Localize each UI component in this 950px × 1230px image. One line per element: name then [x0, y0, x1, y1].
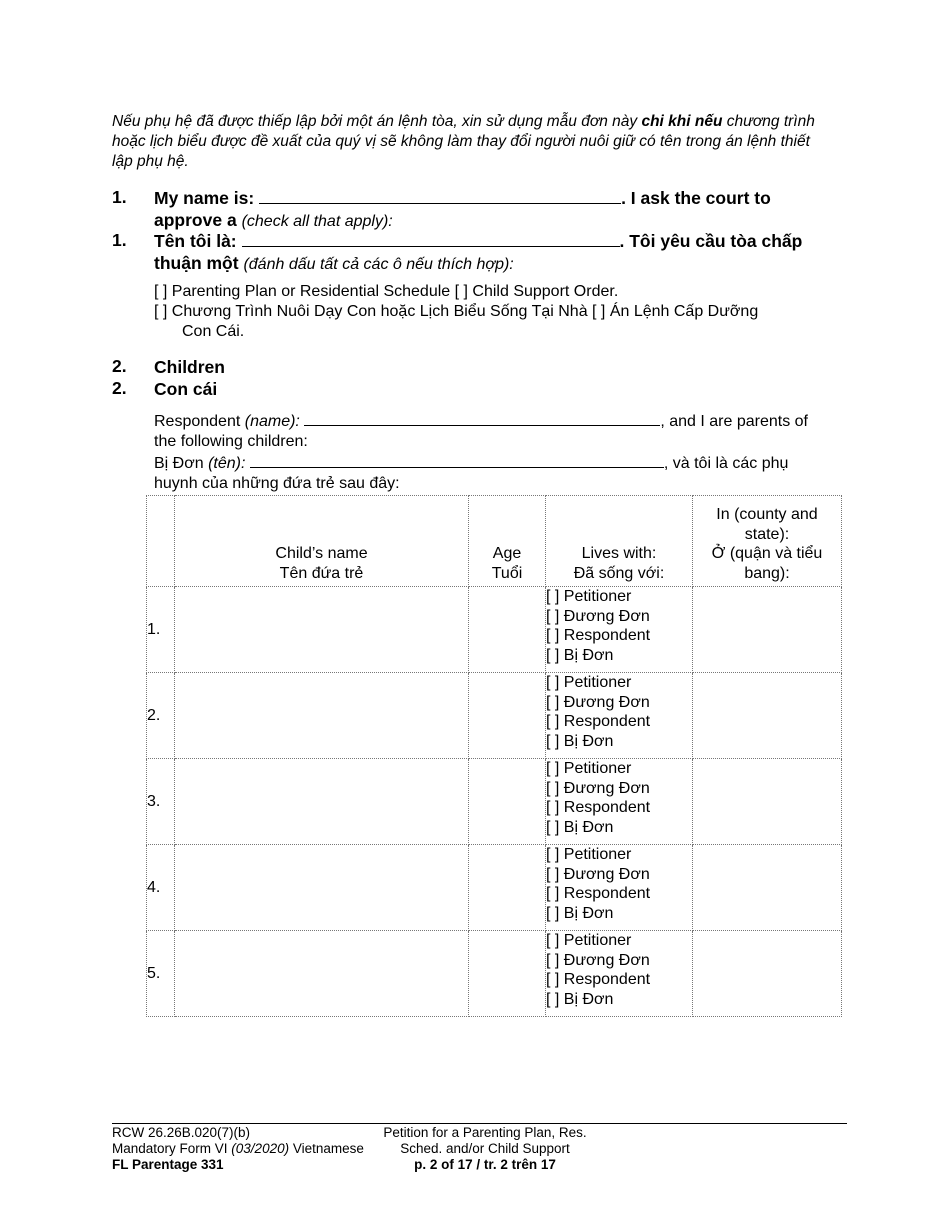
- footer-form-suffix: Vietnamese: [289, 1141, 364, 1156]
- footer-title-2: Sched. and/or Child Support: [400, 1141, 570, 1156]
- respondent-line2: the following children:: [154, 432, 308, 450]
- options-vi-text: [ ] Chương Trình Nuôi Dạy Con hoặc Lịch Biểu Sống Tại Nhà [ ] Án Lệnh Cấp Dưỡng: [154, 303, 759, 320]
- approve-label: approve a: [154, 210, 237, 230]
- respondent-checkbox[interactable]: [ ] Respondent: [546, 799, 651, 816]
- footer-form-id: FL Parentage 331: [112, 1157, 224, 1172]
- bi-don-line2: huynh của những đứa trẻ sau đây:: [154, 474, 400, 492]
- county-state-cell[interactable]: [693, 673, 842, 759]
- check-all-note: (check all that apply):: [241, 213, 393, 230]
- county-state-cell[interactable]: [693, 931, 842, 1017]
- child-name-cell[interactable]: [175, 673, 469, 759]
- danh-dau-note: (đánh dấu tất cả các ô nếu thích hợp):: [243, 256, 514, 273]
- duong-don-checkbox[interactable]: [ ] Đương Đơn: [546, 951, 650, 969]
- row-number: 3.: [147, 759, 175, 845]
- table-row: [147, 931, 842, 1017]
- section-1-english: [154, 187, 771, 233]
- header-county-2: state):: [744, 525, 790, 543]
- intro-text: Nếu phụ hệ đã được thiếp lập bởi một án lệnh tòa, xin sử dụng mẫu đơn này: [112, 113, 642, 130]
- lives-with-cell: [546, 931, 693, 1017]
- footer-left: [112, 1125, 364, 1173]
- respondent-label: Respondent: [154, 413, 241, 430]
- header-age-vi: Tuổi: [491, 564, 523, 582]
- county-state-cell[interactable]: [693, 587, 842, 673]
- respondent-checkbox[interactable]: [ ] Respondent: [546, 713, 651, 730]
- age-cell[interactable]: [469, 845, 546, 931]
- child-name-cell[interactable]: [175, 759, 469, 845]
- footer-center: [362, 1125, 608, 1173]
- bi-don-checkbox[interactable]: [ ] Bị Đơn: [546, 646, 614, 664]
- age-cell[interactable]: [469, 587, 546, 673]
- header-county: [693, 496, 842, 587]
- bi-don-checkbox[interactable]: [ ] Bị Đơn: [546, 818, 614, 836]
- children-heading: Children: [154, 357, 225, 377]
- petitioner-checkbox[interactable]: [ ] Petitioner: [546, 846, 632, 863]
- header-county-1: In (county and: [716, 506, 818, 523]
- child-name-cell[interactable]: [175, 587, 469, 673]
- petitioner-checkbox[interactable]: [ ] Petitioner: [546, 674, 632, 691]
- header-lives-en: Lives with:: [581, 545, 657, 562]
- respondent-checkbox[interactable]: [ ] Respondent: [546, 971, 651, 988]
- section-2-title: [154, 356, 225, 378]
- option-parenting-plan-en[interactable]: [154, 282, 618, 302]
- petitioner-checkbox[interactable]: [ ] Petitioner: [546, 760, 632, 777]
- header-age: [469, 496, 546, 587]
- header-county-4: bang):: [744, 564, 790, 582]
- bi-don-label: Bị Đơn: [154, 455, 204, 472]
- intro-text-end: chương trình hoặc lịch biểu được đề xuất của quý vị sẽ không làm thay đổi người nuôi giữ có tên trong án lệnh thiết lập phụ hệ.: [112, 113, 815, 170]
- row-number: 1.: [147, 587, 175, 673]
- intro-paragraph: [112, 112, 832, 172]
- header-lives-with: [546, 496, 693, 587]
- my-name-label: My name is:: [154, 188, 255, 208]
- child-name-cell[interactable]: [175, 845, 469, 931]
- row-number: 4.: [147, 845, 175, 931]
- section-2-title-vi: [154, 378, 217, 400]
- lives-with-cell: [546, 759, 693, 845]
- ten-toi-la-label: Tên tôi là:: [154, 231, 237, 251]
- footer-form-date: (03/2020): [231, 1141, 290, 1156]
- footer-rcw: RCW 26.26B.020(7)(b): [112, 1125, 251, 1140]
- bi-don-checkbox[interactable]: [ ] Bị Đơn: [546, 904, 614, 922]
- respondent-checkbox[interactable]: [ ] Respondent: [546, 627, 651, 644]
- lives-with-cell: [546, 673, 693, 759]
- thuan-mot-label: thuận một: [154, 253, 239, 273]
- age-cell[interactable]: [469, 931, 546, 1017]
- header-name-en: Child’s name: [275, 545, 368, 562]
- header-county-3: Ở (quận và tiểu: [711, 545, 823, 562]
- header-child-name: [175, 496, 469, 587]
- child-name-cell[interactable]: [175, 931, 469, 1017]
- county-state-cell[interactable]: [693, 759, 842, 845]
- table-row: [147, 845, 842, 931]
- options-vi-text-cont: Con Cái.: [182, 323, 245, 340]
- respondent-name-line[interactable]: [304, 409, 660, 426]
- table-row: [147, 587, 842, 673]
- yeu-cau-toa-text: . Tôi yêu cầu tòa chấp: [619, 231, 803, 251]
- duong-don-checkbox[interactable]: [ ] Đương Đơn: [546, 779, 650, 797]
- petitioner-checkbox[interactable]: [ ] Petitioner: [546, 588, 632, 605]
- con-cai-heading: Con cái: [154, 379, 218, 399]
- footer-page-number: p. 2 of 17 / tr. 2 trên 17: [414, 1157, 556, 1172]
- row-number: 2.: [147, 673, 175, 759]
- respondent-note: (name):: [244, 413, 300, 430]
- lives-with-cell: [546, 587, 693, 673]
- bi-don-checkbox[interactable]: [ ] Bị Đơn: [546, 990, 614, 1008]
- header-age-en: Age: [492, 545, 522, 562]
- respondent-paragraph: [154, 409, 808, 493]
- section-1-number-vi: 1.: [112, 230, 127, 250]
- children-table: [146, 495, 842, 1017]
- duong-don-checkbox[interactable]: [ ] Đương Đơn: [546, 607, 650, 625]
- duong-don-checkbox[interactable]: [ ] Đương Đơn: [546, 693, 650, 711]
- footer-form-prefix: Mandatory Form VI: [112, 1141, 232, 1156]
- table-row: [147, 673, 842, 759]
- section-2-number: 2.: [112, 356, 127, 376]
- table-header-row: [147, 496, 842, 587]
- name-input-line[interactable]: [259, 187, 621, 204]
- header-num: [147, 496, 175, 587]
- options-en-text: [ ] Parenting Plan or Residential Schedule [ ] Child Support Order.: [154, 283, 619, 300]
- header-lives-vi: Đã sống với:: [573, 564, 665, 582]
- age-cell[interactable]: [469, 673, 546, 759]
- section-1-vietnamese: [154, 230, 802, 276]
- lives-with-cell: [546, 845, 693, 931]
- section-2-number-vi: 2.: [112, 378, 127, 398]
- duong-don-checkbox[interactable]: [ ] Đương Đơn: [546, 865, 650, 883]
- petitioner-checkbox[interactable]: [ ] Petitioner: [546, 932, 632, 949]
- ask-court-text: . I ask the court to: [621, 188, 771, 208]
- section-1-number: 1.: [112, 187, 127, 207]
- footer-divider: [112, 1123, 847, 1124]
- option-parenting-plan-vi[interactable]: [154, 302, 758, 342]
- county-state-cell[interactable]: [693, 845, 842, 931]
- bi-don-after: , và tôi là các phụ: [663, 455, 789, 472]
- footer-title-1: Petition for a Parenting Plan, Res.: [383, 1125, 587, 1140]
- respondent-after: , and I are parents of: [660, 413, 808, 430]
- age-cell[interactable]: [469, 759, 546, 845]
- bi-don-name-line[interactable]: [250, 451, 664, 468]
- bi-don-checkbox[interactable]: [ ] Bị Đơn: [546, 732, 614, 750]
- table-row: [147, 759, 842, 845]
- header-name-vi: Tên đứa trẻ: [279, 564, 364, 582]
- intro-emphasis: chi khi nếu: [641, 113, 723, 130]
- ten-input-line[interactable]: [242, 230, 620, 247]
- respondent-checkbox[interactable]: [ ] Respondent: [546, 885, 651, 902]
- bi-don-note: (tên):: [208, 455, 246, 472]
- row-number: 5.: [147, 931, 175, 1017]
